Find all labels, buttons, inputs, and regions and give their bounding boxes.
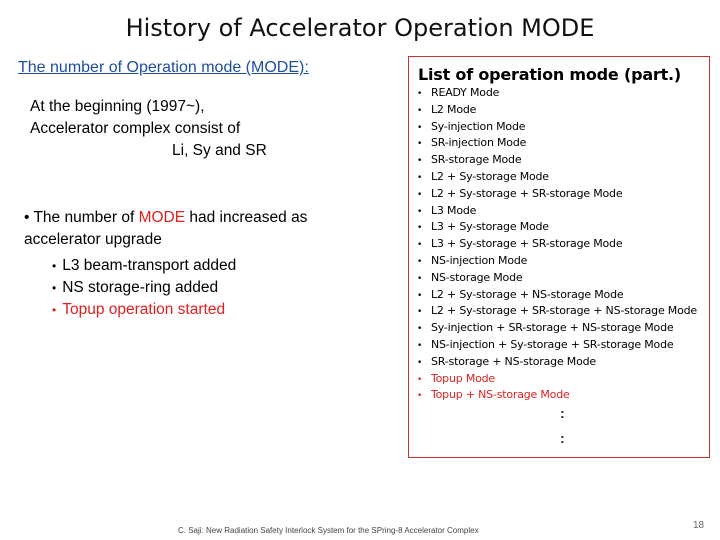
mode-list: [417, 85, 697, 404]
bullet: •: [417, 340, 423, 351]
mode-name: Sy-injection + SR-storage + NS-storage Mode: [431, 321, 674, 335]
mode-list-item: [417, 354, 697, 371]
continuation-mark: :: [560, 430, 565, 446]
intro-line: Li, Sy and SR: [172, 142, 267, 159]
mode-list-item: [417, 203, 697, 220]
bullet: •: [417, 206, 423, 217]
panel-title: List of operation mode (part.): [418, 65, 682, 84]
bullet: •: [417, 324, 423, 335]
mode-name: L2 + Sy-storage Mode: [431, 169, 549, 183]
bullet: •: [417, 105, 423, 116]
upgrade-item: [52, 255, 307, 277]
bullet: •: [417, 89, 423, 99]
mode-name: Sy-injection Mode: [431, 119, 526, 133]
intro-line: At the beginning (1997~),: [30, 98, 205, 115]
mode-list-item: [417, 337, 697, 354]
bullet: •: [417, 189, 423, 200]
growth-suffix: had increased as: [185, 209, 308, 226]
mode-name: L3 Mode: [431, 203, 477, 217]
mode-name: L3 + Sy-storage + SR-storage Mode: [431, 237, 623, 251]
bullet: •: [52, 303, 57, 317]
mode-list-item: [417, 102, 697, 119]
mode-list-item: [417, 270, 697, 287]
intro-block: [30, 96, 267, 162]
bullet: •: [52, 281, 57, 295]
mode-list-item: [417, 253, 697, 270]
upgrade-item: [52, 277, 307, 299]
intro-line: Accelerator complex consist of: [30, 120, 241, 137]
bullet: •: [417, 139, 423, 150]
mode-list-item: [417, 387, 697, 404]
upgrade-item-text: Topup operation started: [62, 301, 226, 318]
upgrade-item: [52, 299, 307, 321]
mode-list-item: [417, 219, 697, 236]
mode-list-item: [417, 371, 697, 388]
mode-name: L3 + Sy-storage Mode: [431, 220, 549, 234]
mode-list-item: [417, 135, 697, 152]
mode-name: NS-storage Mode: [431, 270, 523, 284]
mode-list-item: [417, 287, 697, 304]
bullet: •: [417, 374, 423, 385]
mode-name: READY Mode: [431, 86, 500, 99]
mode-list-item: [417, 320, 697, 337]
bullet: •: [417, 357, 423, 368]
mode-name: Topup + NS-storage Mode: [431, 388, 570, 402]
mode-list-item: [417, 236, 697, 253]
mode-name: SR-storage Mode: [431, 153, 522, 167]
page-number: 18: [693, 520, 705, 531]
bullet: •: [417, 122, 423, 133]
bullet: •: [417, 240, 423, 251]
mode-list-item: [417, 303, 697, 320]
growth-line: accelerator upgrade: [24, 231, 162, 248]
growth-prefix: The number of: [33, 209, 139, 226]
bullet: •: [417, 172, 423, 183]
mode-name: Topup Mode: [431, 371, 495, 385]
bullet: •: [417, 223, 423, 234]
upgrade-item-text: L3 beam-transport added: [62, 257, 237, 274]
mode-list-item: [417, 85, 697, 102]
mode-list-panel: [408, 56, 710, 458]
mode-name: L2 + Sy-storage + SR-storage Mode: [431, 186, 623, 200]
bullet: •: [52, 259, 57, 273]
mode-name: SR-storage + NS-storage Mode: [431, 354, 596, 368]
growth-block: [24, 207, 307, 321]
bullet: •: [417, 391, 423, 402]
bullet: •: [24, 209, 30, 226]
bullet: •: [417, 256, 423, 267]
mode-name: SR-injection Mode: [431, 136, 527, 150]
slide-title: History of Accelerator Operation MODE: [125, 14, 595, 42]
footer-citation: C. Saji: New Radiation Safety Interlock System for the SPring-8 Accelerator Complex: [178, 526, 479, 535]
bullet: •: [417, 273, 423, 284]
mode-name: L2 + Sy-storage + SR-storage + NS-storage Mode: [431, 304, 697, 318]
bullet: •: [417, 290, 423, 301]
mode-list-item: [417, 186, 697, 203]
mode-name: NS-injection + Sy-storage + SR-storage Mode: [431, 337, 674, 351]
mode-list-item: [417, 169, 697, 186]
upgrade-item-text: NS storage-ring added: [62, 279, 219, 296]
mode-name: L2 + Sy-storage + NS-storage Mode: [431, 287, 624, 301]
upgrade-list: [52, 255, 307, 321]
mode-list-item: [417, 152, 697, 169]
growth-line: [24, 207, 307, 229]
mode-name: NS-injection Mode: [431, 253, 528, 267]
section-heading: The number of Operation mode (MODE):: [18, 59, 309, 76]
continuation-mark: :: [560, 405, 565, 421]
bullet: •: [417, 307, 423, 318]
mode-name: L2 Mode: [431, 102, 477, 116]
mode-list-item: [417, 119, 697, 136]
mode-highlight: MODE: [138, 209, 186, 226]
bullet: •: [417, 156, 423, 167]
